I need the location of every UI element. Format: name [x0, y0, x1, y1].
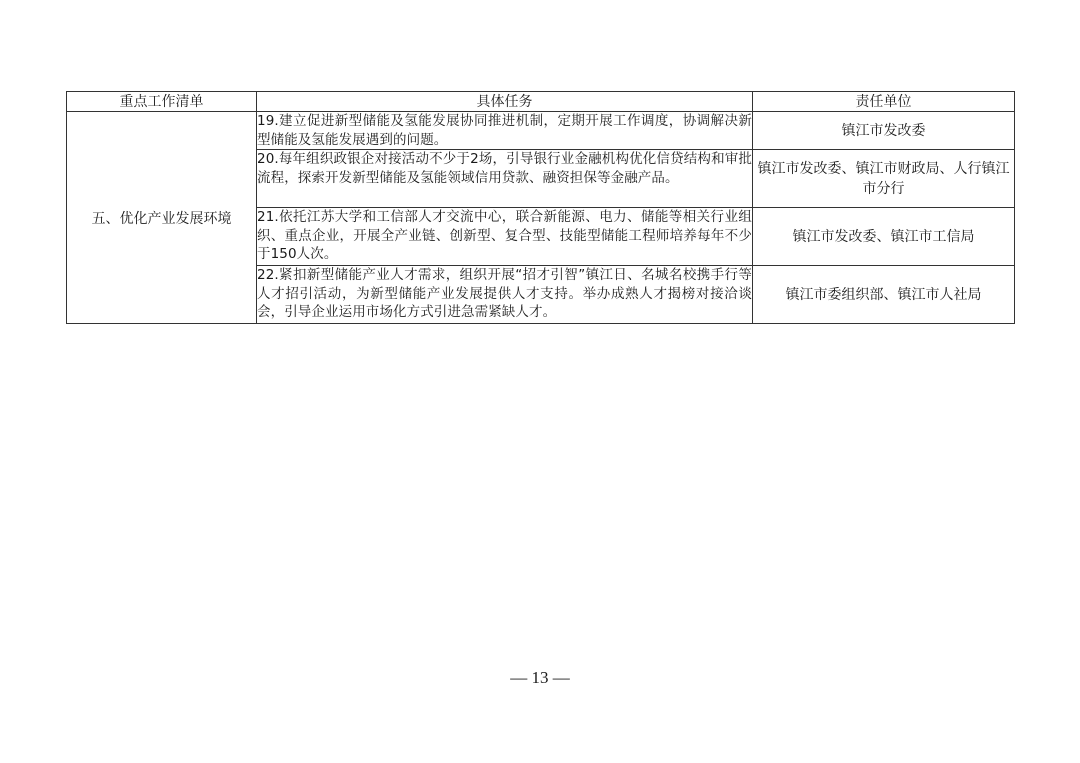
task-cell: 20.每年组织政银企对接活动不少于2场，引导银行业金融机构优化信贷结构和审批流程，探索开发新型储能及氢能领域信用贷款、融资担保等金融产品。: [257, 150, 753, 208]
table-row: [67, 112, 1015, 150]
unit-cell: 镇江市发改委: [753, 112, 1015, 150]
task-cell: 22.紧扣新型储能产业人才需求，组织开展“招才引智”镇江日、名城名校携手行等人才招引活动，为新型储能产业发展提供人才支持。举办成熟人才揭榜对接洽谈会，引导企业运用市场化方式引进急需紧缺人才。: [257, 266, 753, 324]
category-cell: 五、优化产业发展环境: [67, 112, 257, 324]
unit-cell: 镇江市委组织部、镇江市人社局: [753, 266, 1015, 324]
unit-cell: 镇江市发改委、镇江市财政局、人行镇江市分行: [753, 150, 1015, 208]
task-cell: 21.依托江苏大学和工信部人才交流中心，联合新能源、电力、储能等相关行业组织、重点企业，开展全产业链、创新型、复合型、技能型储能工程师培养每年不少于150人次。: [257, 208, 753, 266]
table-header-row: [67, 92, 1015, 112]
task-cell: 19.建立促进新型储能及氢能发展协同推进机制，定期开展工作调度，协调解决新型储能及氢能发展遇到的问题。: [257, 113, 752, 148]
header-responsible-unit: 责任单位: [753, 92, 1015, 112]
header-specific-tasks: 具体任务: [257, 92, 753, 112]
header-key-work-list: 重点工作清单: [67, 92, 257, 112]
page-number: — 13 —: [510, 668, 570, 687]
unit-cell: 镇江市发改委、镇江市工信局: [753, 208, 1015, 266]
task-table: [66, 91, 1015, 324]
